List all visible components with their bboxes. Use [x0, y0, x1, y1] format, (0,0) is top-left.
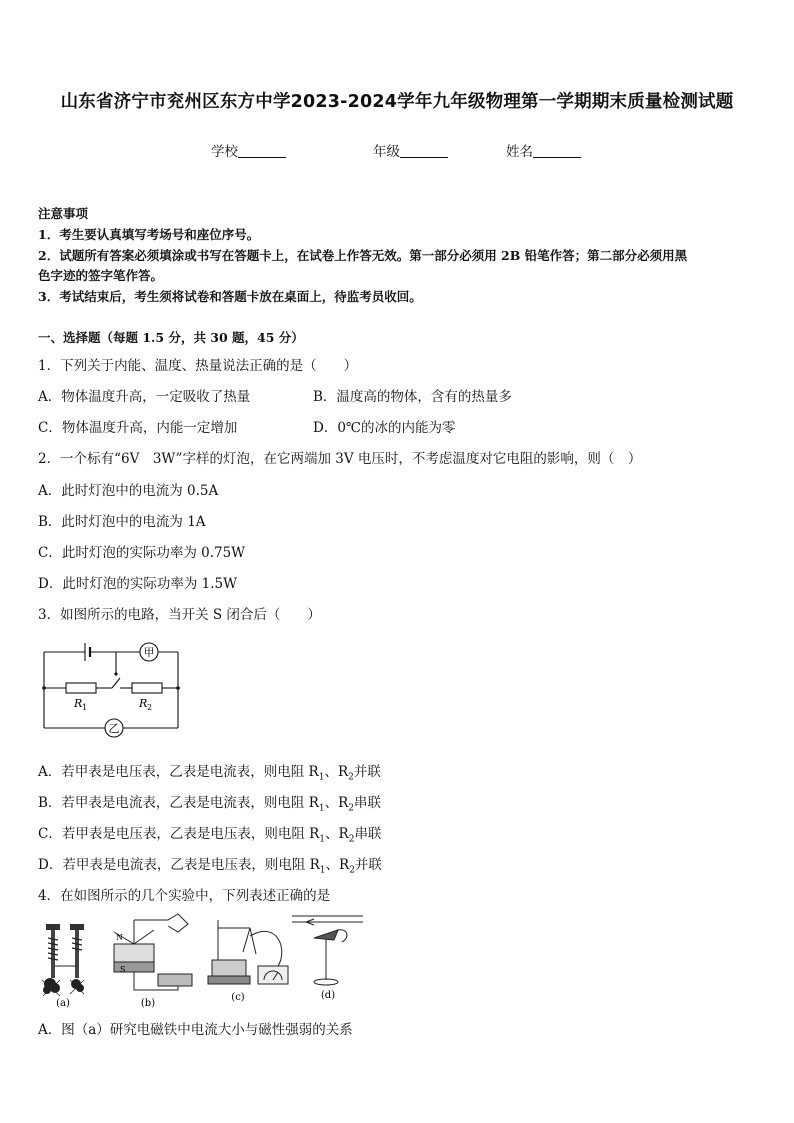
figure-d-compass: [292, 916, 363, 985]
r1-label: R: [74, 697, 83, 710]
q1-option-d: D．0℃的冰的内能为零: [313, 420, 456, 436]
page-title: 山东省济宁市兖州区东方中学2023-2024学年九年级物理第一学期期末质量检测试题: [60, 92, 734, 112]
r1-subscript: 1: [82, 703, 88, 712]
fig-b-north: N: [116, 933, 123, 942]
q2-stem: 2．一个标有“6V 3W”字样的灯泡，在它两端加 3V 电压时，不考虑温度对它电阻的影响，则（ ）: [38, 451, 642, 467]
q3-option-a: A．若甲表是电压表，乙表是电流表，则电阻 $R_1$、$R_2$并联: [38, 764, 381, 783]
switch-contact: [114, 672, 117, 675]
q2-option-d: D．此时灯泡的实际功率为 1.5W: [38, 576, 237, 592]
q3-option-d: D．若甲表是电流表，乙表是电压表，则电阻 $R_1$、$R_2$并联: [38, 857, 382, 876]
q2-option-c: C．此时灯泡的实际功率为 0.75W: [38, 545, 246, 561]
junction-dot: [176, 686, 180, 690]
section-heading: 一、选择题（每题 1.5 分，共 30 题，45 分）: [38, 330, 304, 345]
notes-heading: 注意事项: [38, 206, 89, 221]
q2-option-a: A．此时灯泡中的电流为 0.5A: [38, 483, 219, 499]
name-label: 姓名: [506, 144, 533, 160]
grade-blank: [400, 144, 448, 158]
figure-a-electromagnets: [42, 924, 84, 996]
fig-label-b: (b): [140, 998, 156, 1008]
fig-label-a: (a): [56, 998, 70, 1008]
q3-option-b: B．若甲表是电流表，乙表是电流表，则电阻 $R_1$、$R_2$串联: [38, 795, 382, 814]
note-2: 2．试题所有答案必须填涂或书写在答题卡上，在试卷上作答无效。第一部分必须用 2B 铅笔作答；第二部分必须用黑: [38, 248, 688, 263]
r2-subscript: 2: [147, 703, 153, 712]
meter-yi-label: 乙: [108, 722, 120, 735]
junction-dot: [42, 686, 46, 690]
grade-field: [373, 140, 448, 160]
figure-b-motor: [114, 914, 192, 990]
grade-label: 年级: [373, 144, 400, 160]
school-label: 学校: [211, 144, 238, 160]
q2-option-b: B．此时灯泡中的电流为 1A: [38, 514, 206, 530]
q1-option-a: A．物体温度升高，一定吸收了热量: [38, 389, 251, 405]
q4-stem: 4．在如图所示的几个实验中，下列表述正确的是: [38, 888, 331, 904]
q3-stem: 3．如图所示的电路，当开关 S 闭合后（ ）: [38, 607, 321, 623]
note-3: 3．考试结束后，考生须将试卷和答题卡放在桌面上，待监考员收回。: [38, 289, 422, 304]
q3-circuit-diagram: [40, 638, 185, 738]
note-2-cont: 色字迹的签字笔作答。: [38, 268, 164, 283]
q1-option-c: C．物体温度升高，内能一定增加: [38, 420, 238, 436]
q1-option-b: B．温度高的物体，含有的热量多: [313, 389, 512, 405]
name-blank: [533, 144, 581, 158]
fig-label-c: (c): [231, 992, 245, 1003]
fig-label-d: (d): [320, 990, 336, 1001]
figure-c-induction: [208, 920, 288, 984]
q4-option-a: A．图（a）研究电磁铁中电流大小与磁性强弱的关系: [38, 1022, 353, 1038]
fig-b-south: S: [120, 965, 126, 974]
q1-stem: 1．下列关于内能、温度、热量说法正确的是（ ）: [38, 358, 358, 374]
q3-option-c: C．若甲表是电压表，乙表是电压表，则电阻 $R_1$、$R_2$串联: [38, 826, 382, 845]
note-1: 1．考生要认真填写考场号和座位序号。: [38, 227, 260, 242]
meter-jia-label: 甲: [143, 646, 155, 659]
school-field: [211, 140, 286, 160]
r2-label: R: [139, 697, 148, 710]
q4-experiment-figures: [38, 910, 368, 1008]
school-blank: [238, 144, 286, 158]
name-field: [506, 140, 581, 160]
